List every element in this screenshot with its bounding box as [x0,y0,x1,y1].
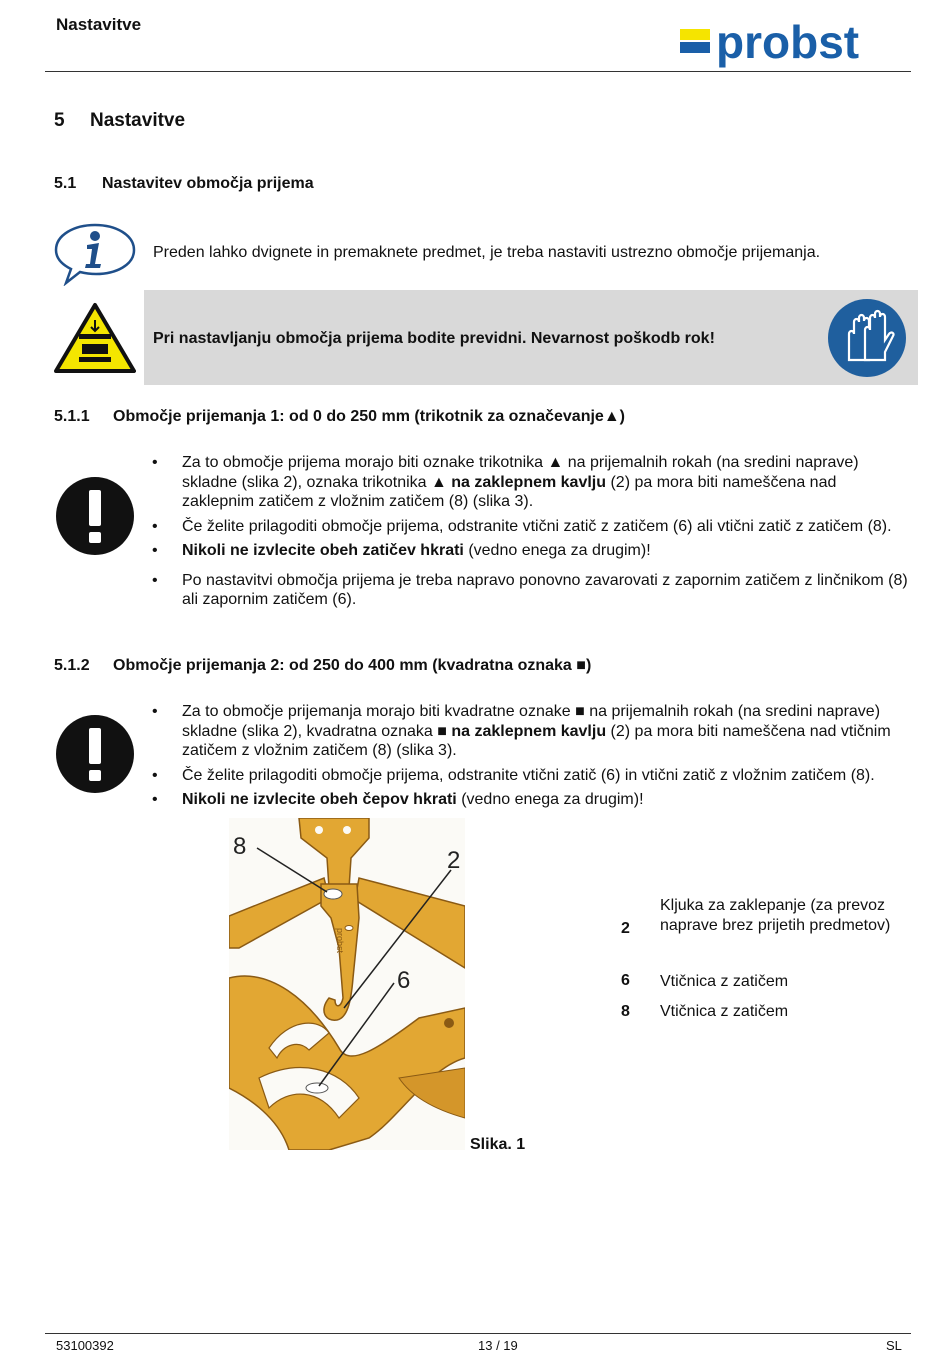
device-photo [229,818,465,1150]
warning-note-text: Pri nastavljanju območja prijema bodite previdni. Nevarnost poškodb rok! [153,330,715,347]
footer-language: SL [886,1338,902,1353]
bullet-list [152,453,912,615]
bullet-icon: • [152,517,158,535]
subsection-number: 5.1 [54,175,77,192]
bullet-icon: • [152,791,158,808]
mandatory-icon [55,476,135,556]
gloves-icon [827,298,907,378]
bullet-icon: • [152,703,158,720]
legend-number: 6 [621,972,630,989]
list-item: • Za to območje prijemanja morajo biti kvadratne oznake ■ na prijemalnih rokah (na sredini naprave) skladne (slika 2), kvadratna oznaka ■ na zaklepnem kavlju (2) pa mora biti nameščena nad vtičnim zatičem z vložnim zatičem (8) (slika 3). [152,703,891,759]
list-item: • Če želite prilagoditi območje prijema, odstranite vtični zatič z zatičem (6) ali vtični zatič z zatičem (8). [152,517,892,535]
section-title: Nastavitve [90,110,186,131]
callout-6: 6 [397,967,411,994]
crush-hazard-icon [54,302,136,374]
legend-number: 2 [621,920,630,937]
info-note-text: Preden lahko dvignete in premaknete predmet, je treba nastaviti ustrezno območje prijemanja. [153,244,821,261]
subsubsection-title: Območje prijemanja 1: od 0 do 250 mm (trikotnik za označevanje▲) [113,408,625,425]
legend-text: Vtičnica z zatičem [660,973,789,990]
figure-caption: Slika. 1 [470,1136,526,1153]
subsubsection-title: Območje prijemanja 2: od 250 do 400 mm (kvadratna oznaka ■) [113,657,592,674]
list-item: • Po nastavitvi območja prijema je treba napravo ponovno zavarovati z zapornim zatičem z linčnikom (8) ali zapornim zatičem (6). [152,571,908,608]
bullet-icon: • [152,766,158,784]
legend-text: Vtičnica z zatičem [660,1003,789,1020]
list-item: • Če želite prilagoditi območje prijema, odstranite vtični zatič (6) in vtični zatič z vložnim zatičem (8). [152,766,875,784]
subsection-title: Nastavitev območja prijema [102,175,314,192]
footer-page-number: 13 / 19 [478,1338,518,1353]
subsubsection-number: 5.1.2 [54,657,90,674]
list-item: • Nikoli ne izvlecite obeh čepov hkrati (vedno enega za drugim)! [152,791,644,808]
bullet-icon: • [152,542,158,559]
list-item: • Za to območje prijema morajo biti oznake trikotnika ▲ na prijemalnih rokah (na sredini naprave) skladne (slika 2), oznaka trikotnika ▲ na zaklepnem kavlju (2) pa mora biti nameščena nad zaklepnim zatičem z vložnim zatičem (8) (slika 3). [152,454,859,510]
legend-text: Kljuka za zaklepanje (za prevoz naprave brez prijetih predmetov) [660,897,891,934]
bullet-icon: • [152,454,158,471]
bullet-list [152,702,912,815]
callout-8: 8 [233,833,247,860]
mandatory-icon [55,714,135,794]
subsubsection-number: 5.1.1 [54,408,90,425]
probst-logo [680,18,905,68]
header-divider [45,71,911,72]
list-item: • Nikoli ne izvlecite obeh zatičev hkrati (vedno enega za drugim)! [152,542,651,559]
section-number: 5 [54,110,65,131]
legend-number: 8 [621,1003,630,1020]
device-text: probst [335,928,345,954]
logo-text: probst [716,18,860,68]
callout-2: 2 [447,847,461,874]
footer-doc-number: 53100392 [56,1338,114,1353]
header-title: Nastavitve [56,15,142,34]
bullet-icon: • [152,571,158,589]
info-icon [54,222,136,286]
footer-divider [45,1333,911,1334]
